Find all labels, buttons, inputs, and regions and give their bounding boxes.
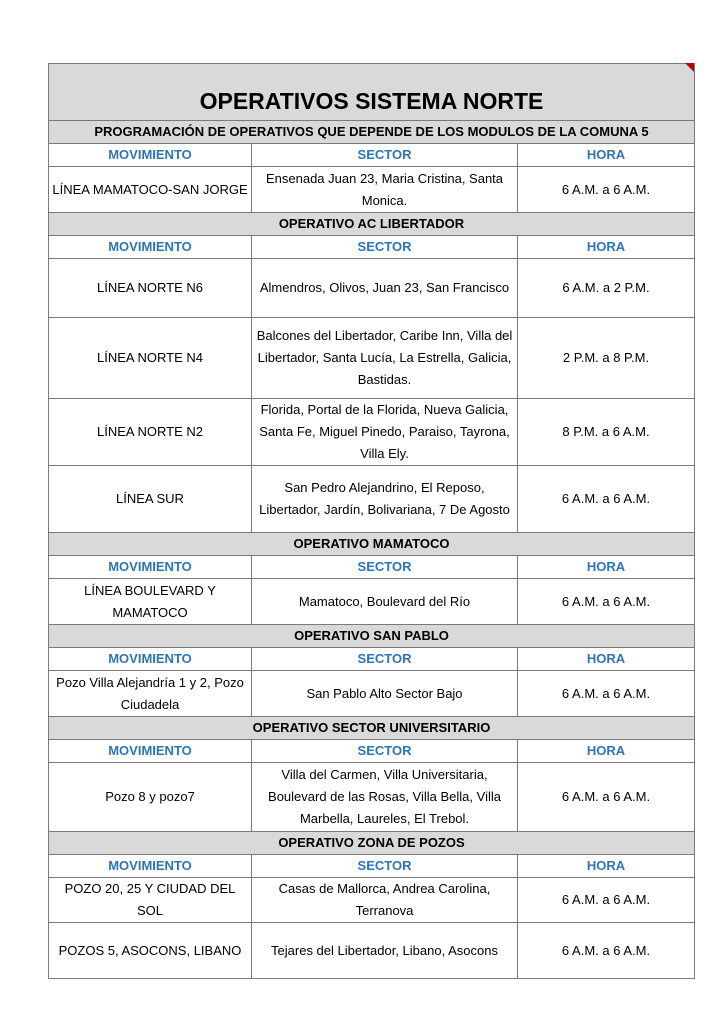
cell-hora: 6 A.M. a 6 A.M.	[518, 167, 695, 213]
table-row	[49, 259, 695, 318]
section-title-row	[49, 625, 695, 648]
header-movimiento: MOVIMIENTO	[49, 556, 252, 579]
cell-movimiento: Pozo 8 y pozo7	[49, 763, 252, 832]
column-header-row	[49, 648, 695, 671]
cell-sector: Mamatoco, Boulevard del Río	[252, 579, 518, 625]
header-sector: SECTOR	[252, 556, 518, 579]
table-row	[49, 763, 695, 832]
subtitle-row	[49, 121, 695, 144]
section-title-row	[49, 533, 695, 556]
section-title-row	[49, 832, 695, 855]
header-sector: SECTOR	[252, 648, 518, 671]
cell-hora: 6 A.M. a 6 A.M.	[518, 579, 695, 625]
cell-hora: 6 A.M. a 6 A.M.	[518, 878, 695, 923]
header-hora: HORA	[518, 236, 695, 259]
header-sector: SECTOR	[252, 740, 518, 763]
cell-sector: Tejares del Libertador, Libano, Asocons	[252, 923, 518, 979]
cell-sector: Florida, Portal de la Florida, Nueva Galicia, Santa Fe, Miguel Pinedo, Paraiso, Tayrona, Villa Ely.	[252, 399, 518, 466]
section-title: OPERATIVO AC LIBERTADOR	[49, 213, 695, 236]
header-movimiento: MOVIMIENTO	[49, 236, 252, 259]
cell-hora: 2 P.M. a 8 P.M.	[518, 318, 695, 399]
section-title-row	[49, 717, 695, 740]
page-subtitle: PROGRAMACIÓN DE OPERATIVOS QUE DEPENDE DE LOS MODULOS DE LA COMUNA 5	[49, 121, 695, 144]
cell-movimiento: POZO 20, 25 Y CIUDAD DEL SOL	[49, 878, 252, 923]
cell-sector: Balcones del Libertador, Caribe Inn, Villa del Libertador, Santa Lucía, La Estrella, Galicia, Bastidas.	[252, 318, 518, 399]
title-row	[49, 64, 695, 121]
header-movimiento: MOVIMIENTO	[49, 740, 252, 763]
header-movimiento: MOVIMIENTO	[49, 648, 252, 671]
header-hora: HORA	[518, 740, 695, 763]
column-header-row	[49, 855, 695, 878]
cell-movimiento: LÍNEA NORTE N2	[49, 399, 252, 466]
cell-sector: Almendros, Olivos, Juan 23, San Francisco	[252, 259, 518, 318]
cell-sector: San Pablo Alto Sector Bajo	[252, 671, 518, 717]
operativos-sheet	[48, 63, 694, 979]
table-row	[49, 878, 695, 923]
cell-hora: 8 P.M. a 6 A.M.	[518, 399, 695, 466]
table-row	[49, 318, 695, 399]
cell-movimiento: LÍNEA NORTE N6	[49, 259, 252, 318]
cell-hora: 6 A.M. a 2 P.M.	[518, 259, 695, 318]
section-title: OPERATIVO SECTOR UNIVERSITARIO	[49, 717, 695, 740]
table-row	[49, 579, 695, 625]
column-header-row	[49, 144, 695, 167]
table-row	[49, 671, 695, 717]
cell-movimiento: LÍNEA SUR	[49, 466, 252, 533]
header-hora: HORA	[518, 855, 695, 878]
section-title-row	[49, 213, 695, 236]
column-header-row	[49, 236, 695, 259]
column-header-row	[49, 740, 695, 763]
cell-comment-marker	[685, 63, 694, 72]
cell-movimiento: LÍNEA NORTE N4	[49, 318, 252, 399]
header-hora: HORA	[518, 144, 695, 167]
cell-hora: 6 A.M. a 6 A.M.	[518, 671, 695, 717]
page-title: OPERATIVOS SISTEMA NORTE	[49, 64, 695, 121]
table-row	[49, 167, 695, 213]
table-row	[49, 399, 695, 466]
cell-movimiento: POZOS 5, ASOCONS, LIBANO	[49, 923, 252, 979]
header-sector: SECTOR	[252, 144, 518, 167]
cell-sector: Villa del Carmen, Villa Universitaria, Boulevard de las Rosas, Villa Bella, Villa Marbella, Laureles, El Trebol.	[252, 763, 518, 832]
cell-sector: Casas de Mallorca, Andrea Carolina, Terranova	[252, 878, 518, 923]
section-title: OPERATIVO SAN PABLO	[49, 625, 695, 648]
cell-sector: Ensenada Juan 23, Maria Cristina, Santa Monica.	[252, 167, 518, 213]
header-hora: HORA	[518, 556, 695, 579]
cell-hora: 6 A.M. a 6 A.M.	[518, 466, 695, 533]
header-sector: SECTOR	[252, 236, 518, 259]
column-header-row	[49, 556, 695, 579]
cell-movimiento: LÍNEA MAMATOCO-SAN JORGE	[49, 167, 252, 213]
header-sector: SECTOR	[252, 855, 518, 878]
table-row	[49, 466, 695, 533]
header-movimiento: MOVIMIENTO	[49, 144, 252, 167]
cell-movimiento: Pozo Villa Alejandría 1 y 2, Pozo Ciudadela	[49, 671, 252, 717]
cell-hora: 6 A.M. a 6 A.M.	[518, 763, 695, 832]
header-hora: HORA	[518, 648, 695, 671]
section-title: OPERATIVO MAMATOCO	[49, 533, 695, 556]
cell-hora: 6 A.M. a 6 A.M.	[518, 923, 695, 979]
cell-movimiento: LÍNEA BOULEVARD Y MAMATOCO	[49, 579, 252, 625]
operativos-table	[48, 63, 695, 979]
cell-sector: San Pedro Alejandrino, El Reposo, Libertador, Jardín, Bolivariana, 7 De Agosto	[252, 466, 518, 533]
header-movimiento: MOVIMIENTO	[49, 855, 252, 878]
section-title: OPERATIVO ZONA DE POZOS	[49, 832, 695, 855]
table-row	[49, 923, 695, 979]
